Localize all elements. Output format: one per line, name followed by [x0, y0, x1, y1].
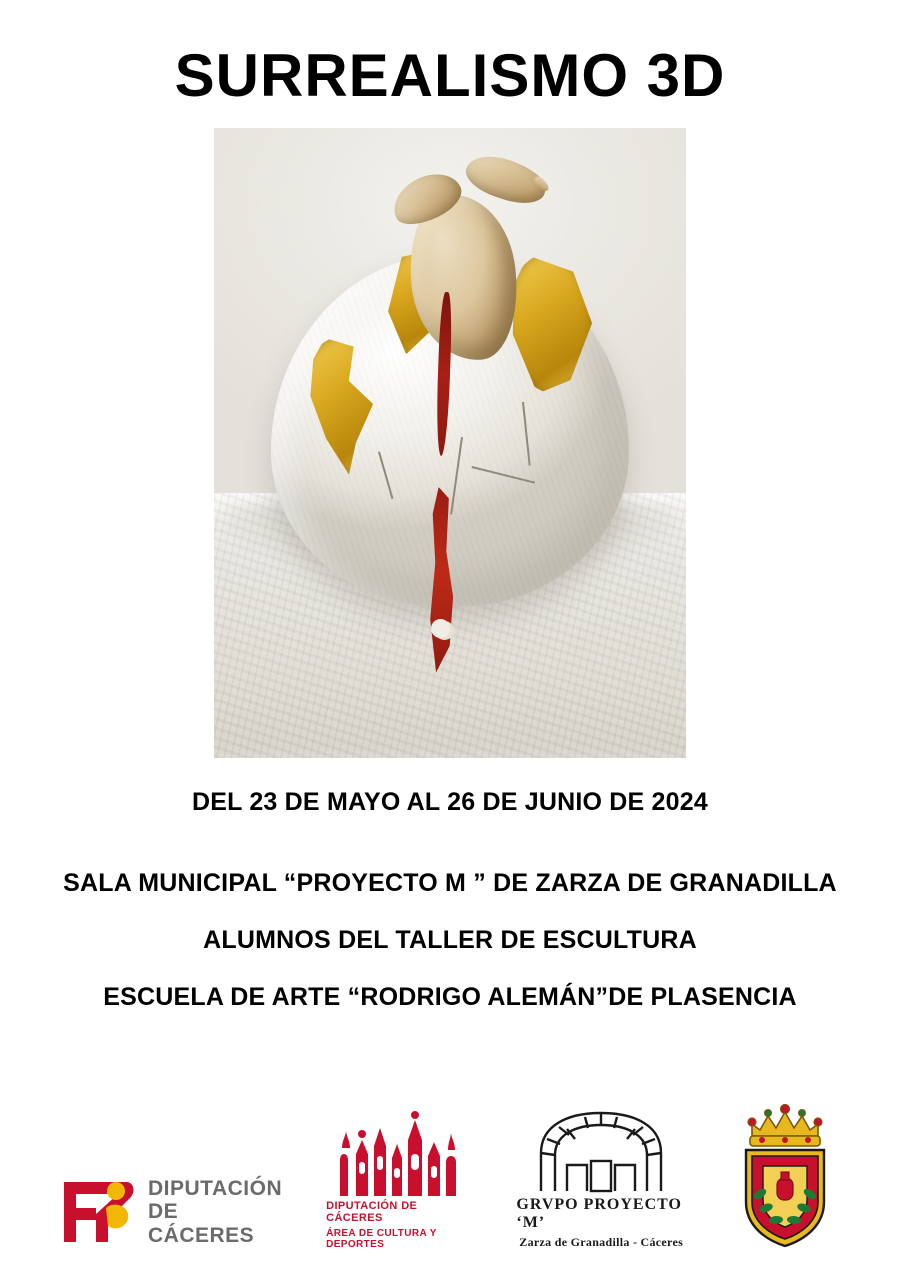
page-title: SURREALISMO 3D	[174, 42, 726, 109]
logo-strip	[0, 1080, 900, 1250]
figure-hand	[532, 174, 551, 193]
logo-caption-2: ÁREA DE CULTURA Y DEPORTES	[326, 1228, 437, 1250]
diputacion-caceres-mark-icon	[60, 1174, 136, 1250]
crack-line	[378, 451, 394, 499]
crack-line	[471, 466, 534, 484]
venue-block	[0, 869, 900, 1012]
emerging-figure	[384, 147, 554, 361]
logo-grupo-proyecto-m	[516, 1109, 686, 1250]
artwork-image	[214, 128, 686, 758]
logo-escudo-zarza-de-granadilla	[730, 1090, 840, 1250]
crack-line	[522, 402, 531, 465]
logo-line-1: DIPUTACIÓN	[148, 1176, 283, 1200]
diputacion-caceres-wordmark	[148, 1177, 282, 1248]
logo-caption-1: GRVPO PROYECTO ‘M’	[516, 1196, 682, 1231]
school-name: ESCUELA DE ARTE “RODRIGO ALEMÁN”DE PLASENCIA	[103, 983, 797, 1011]
logo-diputacion-caceres	[60, 1174, 282, 1250]
arch-mark-icon	[531, 1109, 671, 1193]
diputacion-caceres-skyline-mark-icon	[334, 1110, 464, 1196]
logo-area-cultura-deportes	[326, 1110, 472, 1250]
venue-name: SALA MUNICIPAL “PROYECTO M ” DE ZARZA DE GRANADILLA	[63, 869, 837, 897]
logo-caption-1: DIPUTACIÓN DE CÁCERES	[326, 1200, 418, 1224]
participants: ALUMNOS DEL TALLER DE ESCULTURA	[203, 926, 697, 954]
logo-caption-2: Zarza de Granadilla - Cáceres	[519, 1235, 684, 1249]
exhibition-dates: DEL 23 DE MAYO AL 26 DE JUNIO DE 2024	[192, 788, 708, 816]
crack-line	[450, 437, 463, 514]
logo-line-2: DE CÁCERES	[148, 1200, 255, 1247]
coat-of-arms-icon	[730, 1090, 840, 1250]
